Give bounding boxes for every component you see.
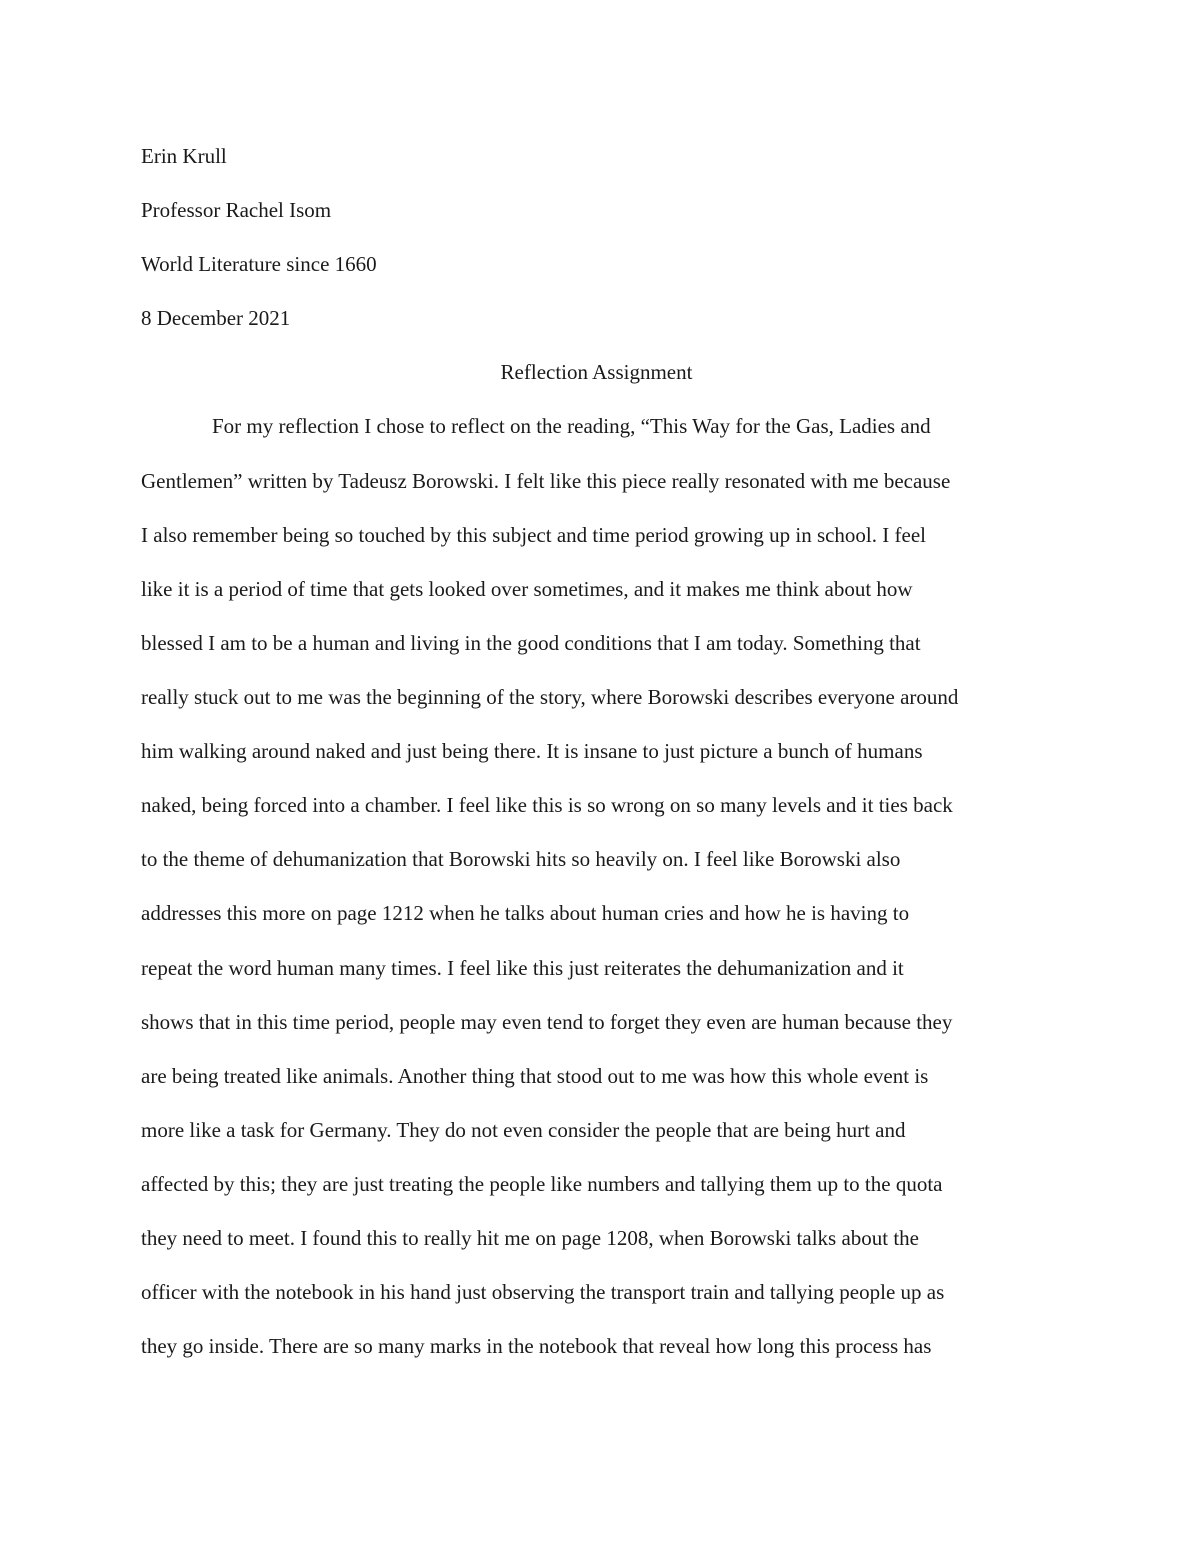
document-title: Reflection Assignment <box>500 360 693 384</box>
body-line: Gentlemen” written by Tadeusz Borowski. I felt like this piece really resonated with me because <box>141 469 951 493</box>
body-line: they need to meet. I found this to really hit me on page 1208, when Borowski talks about the <box>141 1226 920 1250</box>
body-line: shows that in this time period, people may even tend to forget they even are human because they <box>141 1010 953 1034</box>
body-line: repeat the word human many times. I feel like this just reiterates the dehumanization and it <box>141 956 904 980</box>
body-line: addresses this more on page 1212 when he talks about human cries and how he is having to <box>141 901 910 925</box>
body-line: him walking around naked and just being there. It is insane to just picture a bunch of humans <box>141 739 923 763</box>
body-line: are being treated like animals. Another thing that stood out to me was how this whole event is <box>141 1064 929 1088</box>
body-line: I also remember being so touched by this subject and time period growing up in school. I feel <box>141 523 926 547</box>
author-name: Erin Krull <box>141 144 227 168</box>
body-line: officer with the notebook in his hand just observing the transport train and tallying people up as <box>141 1280 945 1304</box>
body-line: like it is a period of time that gets looked over sometimes, and it makes me think about how <box>141 577 913 601</box>
body-line: to the theme of dehumanization that Borowski hits so heavily on. I feel like Borowski also <box>141 847 901 871</box>
date-line: 8 December 2021 <box>141 306 291 330</box>
body-line: they go inside. There are so many marks in the notebook that reveal how long this process has <box>141 1334 932 1358</box>
body-line: naked, being forced into a chamber. I feel like this is so wrong on so many levels and it ties back <box>141 793 953 817</box>
body-line: blessed I am to be a human and living in the good conditions that I am today. Something that <box>141 631 921 655</box>
body-line: For my reflection I chose to reflect on the reading, “This Way for the Gas, Ladies and <box>212 414 931 438</box>
course-name: World Literature since 1660 <box>141 252 377 276</box>
body-line: more like a task for Germany. They do not even consider the people that are being hurt and <box>141 1118 906 1142</box>
body-line: really stuck out to me was the beginning of the story, where Borowski describes everyone around <box>141 685 959 709</box>
body-line: affected by this; they are just treating the people like numbers and tallying them up to the quota <box>141 1172 943 1196</box>
instructor-name: Professor Rachel Isom <box>141 198 332 222</box>
